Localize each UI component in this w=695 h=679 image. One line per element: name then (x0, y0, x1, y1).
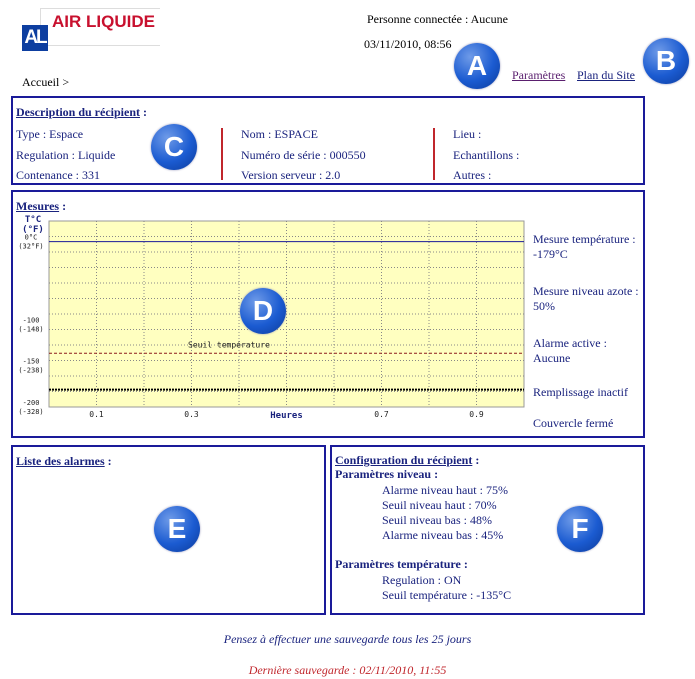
config-title-suffix: : (472, 453, 480, 467)
description-panel (11, 96, 645, 185)
badge-e: E (154, 506, 200, 552)
badge-c: C (151, 124, 197, 170)
active-alarm-value: Aucune (533, 351, 571, 365)
chart-xlabel: Heures (270, 411, 303, 421)
measure-temp-value: -179°C (533, 247, 568, 261)
temp-params-heading: Paramètres température : (335, 557, 468, 571)
chart-ylabel: T°C (°F) (22, 215, 44, 235)
type-field: Type : Espace (16, 127, 84, 141)
echantillons-field: Echantillons : (453, 148, 520, 162)
active-alarm-label: Alarme active : (533, 336, 607, 350)
filling-status: Remplissage inactif (533, 385, 628, 399)
separator-1 (221, 128, 223, 180)
nom-field: Nom : ESPACE (241, 127, 318, 141)
chart-xtick-label: 0.7 (374, 410, 389, 419)
logo-frame-top (40, 8, 160, 9)
threshold-high-level: Seuil niveau haut : 70% (382, 498, 497, 512)
measure-level-label: Mesure niveau azote : (533, 284, 639, 298)
separator-2 (433, 128, 435, 180)
temp-threshold: Seuil température : -135°C (382, 588, 512, 602)
measures-title-suffix: : (59, 199, 67, 213)
current-datetime: 03/11/2010, 08:56 (364, 37, 452, 51)
air-liquide-logo-icon: AL (22, 25, 48, 51)
lid-status: Couvercle fermé (533, 416, 614, 430)
breadcrumb[interactable]: Accueil > (22, 75, 70, 89)
alarm-low-level: Alarme niveau bas : 45% (382, 528, 504, 542)
lieu-field: Lieu : (453, 127, 482, 141)
chart-ytick-label: -200 (-328) (18, 399, 44, 416)
badge-a: A (454, 43, 500, 89)
last-backup: Dernière sauvegarde : 02/11/2010, 11:55 (248, 663, 447, 677)
measure-level-value: 50% (533, 299, 555, 313)
alarms-title: Liste des alarmes (16, 454, 105, 468)
config-title: Configuration du récipient (335, 453, 473, 467)
badge-f: F (557, 506, 603, 552)
contenance-field: Contenance : 331 (16, 168, 100, 182)
alarm-high-level: Alarme niveau haut : 75% (382, 483, 508, 497)
autres-field: Autres : (453, 168, 492, 182)
description-title: Description du récipient (16, 105, 140, 119)
version-serveur-field: Version serveur : 2.0 (241, 168, 341, 182)
chart-threshold-label: Seuil température (188, 340, 270, 350)
air-liquide-logo-text: AIR LIQUIDE (52, 12, 155, 31)
chart-ytick-label: -150 (-238) (18, 357, 44, 375)
logo-frame-bottom (40, 45, 160, 46)
chart-ytick-label: -100 (-148) (18, 316, 44, 334)
temp-regulation: Regulation : ON (382, 573, 462, 587)
measures-title: Mesures (16, 199, 60, 213)
regulation-field: Regulation : Liquide (16, 148, 116, 162)
badge-d: D (240, 288, 286, 334)
chart-xtick-label: 0.1 (89, 410, 104, 419)
badge-b: B (643, 38, 689, 84)
chart-ytick-label: 0°C (32°F) (18, 233, 44, 251)
measures-panel (11, 190, 645, 438)
parametres-link[interactable]: Paramètres (512, 68, 566, 82)
backup-reminder: Pensez à effectuer une sauvegarde tous les 25 jours (223, 632, 472, 646)
measure-temp-label: Mesure température : (533, 232, 636, 246)
chart-xtick-label: 0.9 (469, 410, 484, 419)
plan-du-site-link[interactable]: Plan du Site (577, 68, 636, 82)
chart-xtick-label: 0.3 (184, 410, 199, 419)
threshold-low-level: Seuil niveau bas : 48% (382, 513, 492, 527)
level-params-heading: Paramètres niveau : (335, 467, 439, 481)
connected-user: Personne connectée : Aucune (367, 12, 508, 26)
alarms-title-suffix: : (104, 454, 112, 468)
numero-serie-field: Numéro de série : 000550 (241, 148, 366, 162)
description-title-suffix: : (140, 105, 147, 119)
